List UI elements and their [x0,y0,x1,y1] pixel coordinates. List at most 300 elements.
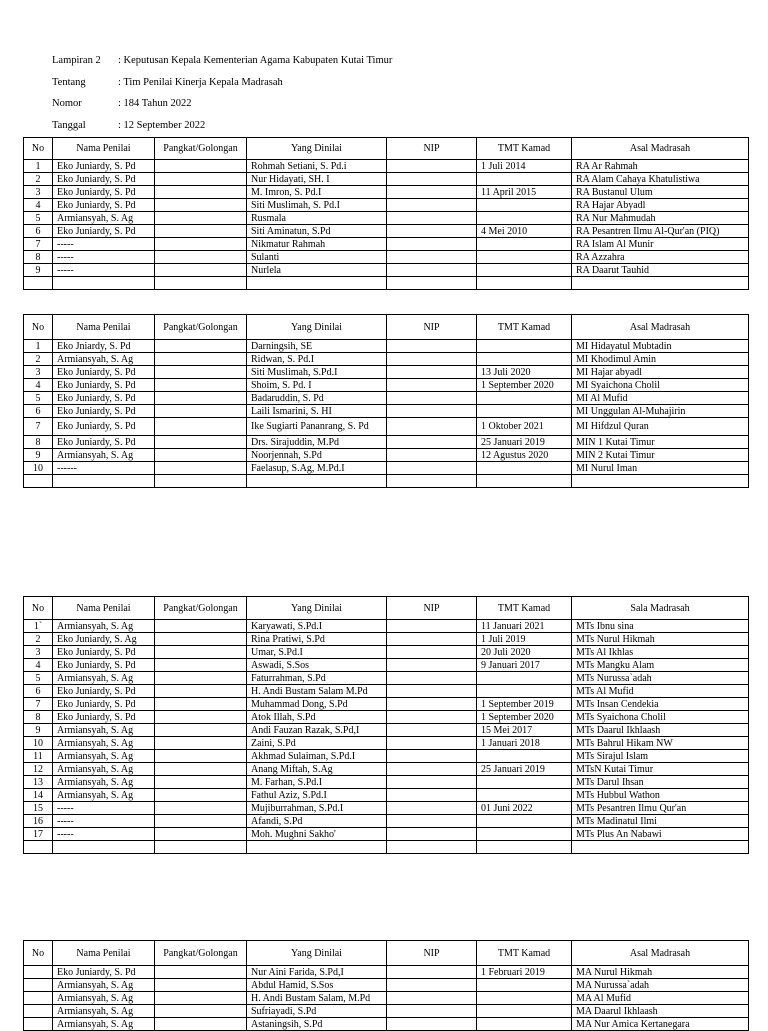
column-header-pangkat-golongan: Pangkat/Golongan [155,138,247,160]
cell-nip [387,212,477,225]
cell-tmt-kamad: 1 Oktober 2021 [477,418,572,436]
cell-yang-dinilai: Shoim, S. Pd. I [247,379,387,392]
cell-nip [387,979,477,992]
cell-nip [387,379,477,392]
cell-nama-penilai: Eko Juniardy, S. Pd [53,659,155,672]
cell-nama-penilai: Eko Juniardy, S. Pd [53,173,155,186]
cell-tmt-kamad [477,199,572,212]
cell-pangkat-golongan [155,1005,247,1018]
cell-asal-madrasah [572,475,749,488]
header-row-tanggal [52,115,392,137]
cell-nip [387,160,477,173]
cell-pangkat-golongan [155,212,247,225]
table-row [24,776,749,789]
cell-nip [387,776,477,789]
cell-no: 1 [24,160,53,173]
cell-nip [387,392,477,405]
cell-yang-dinilai: Nur Hidayati, SH. I [247,173,387,186]
cell-nip [387,659,477,672]
cell-asal-madrasah: MTs Darul Ihsan [572,776,749,789]
cell-no: 5 [24,212,53,225]
cell-nama-penilai: Eko Juniardy, S. Ag [53,633,155,646]
cell-pangkat-golongan [155,672,247,685]
cell-tmt-kamad [477,776,572,789]
cell-pangkat-golongan [155,659,247,672]
cell-pangkat-golongan [155,392,247,405]
cell-pangkat-golongan [155,737,247,750]
cell-no: 4 [24,199,53,212]
cell-tmt-kamad: 4 Mei 2010 [477,225,572,238]
cell-tmt-kamad [477,264,572,277]
cell-pangkat-golongan [155,966,247,979]
column-header-tmt-kamad: TMT Kamad [477,941,572,966]
cell-tmt-kamad: 01 Juni 2022 [477,802,572,815]
cell-yang-dinilai: H. Andi Bustam Salam, M.Pd [247,992,387,1005]
cell-yang-dinilai: Ridwan, S. Pd.I [247,353,387,366]
table-row [24,405,749,418]
cell-nama-penilai: ------ [53,462,155,475]
cell-nama-penilai: Eko Juniardy, S. Pd [53,698,155,711]
table-header-row [24,941,749,966]
cell-yang-dinilai: Noorjennah, S.Pd [247,449,387,462]
cell-nip [387,763,477,776]
header-value: : Tim Penilai Kinerja Kepala Madrasah [118,76,283,88]
column-header-asal-madrasah: Sala Madrasah [572,597,749,620]
column-header-nip: NIP [387,138,477,160]
cell-nama-penilai: Armiansyah, S. Ag [53,789,155,802]
cell-tmt-kamad: 1 Januari 2018 [477,737,572,750]
cell-yang-dinilai: Afandi, S.Pd [247,815,387,828]
table-row [24,724,749,737]
cell-no: 2 [24,353,53,366]
cell-tmt-kamad: 13 Juli 2020 [477,366,572,379]
cell-pangkat-golongan [155,186,247,199]
table-row [24,173,749,186]
cell-pangkat-golongan [155,436,247,449]
table-row [24,418,749,436]
cell-yang-dinilai: M. Imron, S. Pd.I [247,186,387,199]
cell-yang-dinilai: M. Farhan, S.Pd.I [247,776,387,789]
cell-nip [387,646,477,659]
cell-nama-penilai: Armiansyah, S. Ag [53,724,155,737]
column-header-yang-dinilai: Yang Dinilai [247,138,387,160]
cell-no: 7 [24,418,53,436]
cell-nip [387,449,477,462]
cell-nama-penilai: Eko Juniardy, S. Pd [53,418,155,436]
cell-no: 5 [24,672,53,685]
cell-asal-madrasah: RA Bustanul Ulum [572,186,749,199]
cell-tmt-kamad [477,251,572,264]
column-header-nip: NIP [387,315,477,340]
cell-pangkat-golongan [155,828,247,841]
table-row [24,633,749,646]
cell-nama-penilai: Eko Juniardy, S. Pd [53,199,155,212]
cell-no: 8 [24,251,53,264]
cell-asal-madrasah: MTs Nurussa`adah [572,672,749,685]
cell-nip [387,992,477,1005]
cell-yang-dinilai: Siti Muslimah, S.Pd.I [247,366,387,379]
cell-yang-dinilai: Abdul Hamid, S.Sos [247,979,387,992]
table-row [24,436,749,449]
cell-yang-dinilai: Ike Sugiarti Pananrang, S. Pd [247,418,387,436]
cell-asal-madrasah: MTs Al Mufid [572,685,749,698]
cell-pangkat-golongan [155,620,247,633]
cell-pangkat-golongan [155,340,247,353]
cell-no: 5 [24,392,53,405]
cell-no: 3 [24,646,53,659]
cell-no: 15 [24,802,53,815]
cell-nama-penilai: ----- [53,264,155,277]
table-row [24,979,749,992]
cell-nama-penilai: Eko Juniardy, S. Pd [53,225,155,238]
cell-tmt-kamad: 11 April 2015 [477,186,572,199]
cell-asal-madrasah: RA Pesantren Ilmu Al-Qur'an (PIQ) [572,225,749,238]
column-header-asal-madrasah: Asal Madrasah [572,138,749,160]
column-header-no: No [24,597,53,620]
column-header-nama-penilai: Nama Penilai [53,138,155,160]
cell-tmt-kamad [477,992,572,1005]
cell-tmt-kamad: 12 Agustus 2020 [477,449,572,462]
cell-nama-penilai [53,841,155,854]
table-row [24,672,749,685]
cell-tmt-kamad: 1 Februari 2019 [477,966,572,979]
cell-asal-madrasah: MTs Pesantren Ilmu Qur'an [572,802,749,815]
cell-pangkat-golongan [155,379,247,392]
cell-no: 11 [24,750,53,763]
cell-asal-madrasah: MTs Hubbul Wathon [572,789,749,802]
cell-tmt-kamad [477,277,572,290]
table-row [24,160,749,173]
cell-yang-dinilai: Siti Aminatun, S.Pd [247,225,387,238]
column-header-pangkat-golongan: Pangkat/Golongan [155,315,247,340]
cell-tmt-kamad [477,828,572,841]
cell-tmt-kamad: 20 Juli 2020 [477,646,572,659]
cell-tmt-kamad: 25 Januari 2019 [477,763,572,776]
cell-yang-dinilai: Muhammad Dong, S.Pd [247,698,387,711]
header-label: Tentang [52,76,86,88]
cell-nama-penilai: Eko Juniardy, S. Pd [53,392,155,405]
cell-pangkat-golongan [155,776,247,789]
cell-no: 13 [24,776,53,789]
column-header-tmt-kamad: TMT Kamad [477,597,572,620]
cell-yang-dinilai: Darningsih, SE [247,340,387,353]
cell-nip [387,802,477,815]
cell-asal-madrasah: MIN 1 Kutai Timur [572,436,749,449]
cell-nama-penilai [53,277,155,290]
table-row [24,992,749,1005]
cell-tmt-kamad [477,353,572,366]
cell-nama-penilai: ----- [53,815,155,828]
cell-no: 2 [24,633,53,646]
cell-yang-dinilai: Anang Miftah, S.Ag [247,763,387,776]
cell-yang-dinilai: Nur Aini Farida, S.Pd,I [247,966,387,979]
cell-tmt-kamad [477,1018,572,1031]
cell-asal-madrasah: RA Hajar Abyadl [572,199,749,212]
cell-no [24,475,53,488]
table-ma [23,940,749,1031]
table-ra [23,137,749,290]
column-header-yang-dinilai: Yang Dinilai [247,315,387,340]
cell-no: 6 [24,225,53,238]
cell-tmt-kamad [477,750,572,763]
header-value: : Keputusan Kepala Kementerian Agama Kabupaten Kutai Timur [118,55,393,66]
cell-nama-penilai: Armiansyah, S. Ag [53,212,155,225]
column-header-tmt-kamad: TMT Kamad [477,138,572,160]
table-row [24,763,749,776]
cell-nama-penilai: Eko Juniardy, S. Pd [53,966,155,979]
cell-asal-madrasah: MIN 2 Kutai Timur [572,449,749,462]
cell-nip [387,685,477,698]
cell-nip [387,737,477,750]
cell-tmt-kamad [477,212,572,225]
cell-nip [387,264,477,277]
cell-no: 6 [24,685,53,698]
table-row [24,750,749,763]
cell-nip [387,186,477,199]
cell-tmt-kamad: 1 Juli 2019 [477,633,572,646]
cell-asal-madrasah: MTs Plus An Nabawi [572,828,749,841]
table-header-row [24,597,749,620]
cell-asal-madrasah: MA Nur Amica Kertanegara [572,1018,749,1031]
cell-nip [387,1005,477,1018]
cell-nama-penilai: Eko Juniardy, S. Pd [53,186,155,199]
cell-pangkat-golongan [155,698,247,711]
cell-nip [387,199,477,212]
table-row [24,841,749,854]
cell-nip [387,405,477,418]
cell-nama-penilai: Eko Jniardy, S. Pd [53,340,155,353]
cell-tmt-kamad: 1 Juli 2014 [477,160,572,173]
table-row [24,238,749,251]
cell-nama-penilai: Eko Juniardy, S. Pd [53,379,155,392]
cell-nip [387,672,477,685]
column-header-no: No [24,941,53,966]
cell-nama-penilai: ----- [53,251,155,264]
cell-nip [387,238,477,251]
cell-tmt-kamad: 9 Januari 2017 [477,659,572,672]
table-row [24,620,749,633]
table-row [24,815,749,828]
cell-yang-dinilai: Karyawati, S.Pd.I [247,620,387,633]
cell-asal-madrasah: MTs Insan Cendekia [572,698,749,711]
cell-pangkat-golongan [155,1018,247,1031]
cell-pangkat-golongan [155,685,247,698]
cell-nama-penilai: Eko Juniardy, S. Pd [53,685,155,698]
cell-yang-dinilai: Rusmala [247,212,387,225]
cell-pangkat-golongan [155,418,247,436]
cell-nip [387,711,477,724]
cell-yang-dinilai: Aswadi, S.Sos [247,659,387,672]
cell-nama-penilai: Armiansyah, S. Ag [53,1018,155,1031]
cell-no [24,277,53,290]
cell-no: 10 [24,737,53,750]
table-row [24,462,749,475]
cell-no: 7 [24,238,53,251]
header-row-lampiran [52,50,392,72]
cell-no: 16 [24,815,53,828]
cell-no [24,966,53,979]
cell-yang-dinilai: Atok Illah, S.Pd [247,711,387,724]
cell-pangkat-golongan [155,475,247,488]
table-row [24,277,749,290]
cell-nip [387,815,477,828]
column-header-nama-penilai: Nama Penilai [53,597,155,620]
cell-nama-penilai [53,475,155,488]
cell-no [24,841,53,854]
cell-pangkat-golongan [155,238,247,251]
table-row [24,966,749,979]
cell-no: 1 [24,340,53,353]
header-label: Nomor [52,98,82,109]
cell-asal-madrasah: MTsN Kutai Timur [572,763,749,776]
cell-pangkat-golongan [155,199,247,212]
cell-no: 8 [24,436,53,449]
cell-asal-madrasah: MI Nurul Iman [572,462,749,475]
table-row [24,251,749,264]
column-header-no: No [24,138,53,160]
cell-nama-penilai: Armiansyah, S. Ag [53,449,155,462]
cell-asal-madrasah: MTs Bahrul Hikam NW [572,737,749,750]
cell-yang-dinilai: Fathul Aziz, S.Pd.I [247,789,387,802]
column-header-pangkat-golongan: Pangkat/Golongan [155,597,247,620]
cell-asal-madrasah: MI Hajar abyadl [572,366,749,379]
cell-no: 12 [24,763,53,776]
cell-asal-madrasah: MTs Sirajul Islam [572,750,749,763]
cell-nip [387,828,477,841]
cell-nip [387,436,477,449]
table-row [24,379,749,392]
cell-nip [387,475,477,488]
cell-nip [387,698,477,711]
cell-tmt-kamad [477,238,572,251]
cell-nama-penilai: Armiansyah, S. Ag [53,763,155,776]
cell-nama-penilai: Eko Juniardy, S. Pd [53,436,155,449]
cell-yang-dinilai: Moh. Mughni Sakho' [247,828,387,841]
cell-nama-penilai: Eko Juniardy, S. Pd [53,711,155,724]
cell-yang-dinilai: Badaruddin, S. Pd [247,392,387,405]
cell-asal-madrasah: MA Nurussa`adah [572,979,749,992]
cell-asal-madrasah: MI Hidayatul Mubtadin [572,340,749,353]
cell-nama-penilai: Eko Juniardy, S. Pd [53,405,155,418]
cell-pangkat-golongan [155,724,247,737]
cell-pangkat-golongan [155,449,247,462]
table-row [24,340,749,353]
cell-pangkat-golongan [155,160,247,173]
cell-tmt-kamad [477,672,572,685]
table-row [24,789,749,802]
table-row [24,802,749,815]
table-row [24,186,749,199]
cell-tmt-kamad: 1 September 2019 [477,698,572,711]
cell-pangkat-golongan [155,353,247,366]
cell-nip [387,750,477,763]
table-row [24,1005,749,1018]
cell-tmt-kamad [477,173,572,186]
cell-nama-penilai: Armiansyah, S. Ag [53,979,155,992]
cell-no: 9 [24,264,53,277]
cell-no: 9 [24,724,53,737]
cell-nama-penilai: Armiansyah, S. Ag [53,776,155,789]
table-row [24,366,749,379]
cell-tmt-kamad [477,405,572,418]
table-mts [23,596,749,854]
cell-pangkat-golongan [155,802,247,815]
cell-asal-madrasah: MA Daarul Ikhlaash [572,1005,749,1018]
cell-yang-dinilai: Sufriayadi, S.Pd [247,1005,387,1018]
cell-pangkat-golongan [155,789,247,802]
column-header-nip: NIP [387,941,477,966]
cell-yang-dinilai [247,841,387,854]
cell-nama-penilai: Armiansyah, S. Ag [53,750,155,763]
cell-tmt-kamad: 25 Januari 2019 [477,436,572,449]
column-header-nip: NIP [387,597,477,620]
cell-pangkat-golongan [155,251,247,264]
header-row-nomor [52,93,392,115]
cell-tmt-kamad [477,340,572,353]
table-row [24,353,749,366]
cell-asal-madrasah: RA Alam Cahaya Khatulistiwa [572,173,749,186]
table-header-row [24,315,749,340]
cell-nip [387,353,477,366]
cell-nip [387,340,477,353]
cell-pangkat-golongan [155,405,247,418]
cell-no [24,1018,53,1031]
cell-no: 14 [24,789,53,802]
cell-asal-madrasah: MA Nurul Hikmah [572,966,749,979]
cell-asal-madrasah: MA Al Mufid [572,992,749,1005]
cell-tmt-kamad: 15 Mei 2017 [477,724,572,737]
cell-yang-dinilai: Siti Muslimah, S. Pd.I [247,199,387,212]
cell-nip [387,251,477,264]
cell-nama-penilai: Armiansyah, S. Ag [53,672,155,685]
cell-yang-dinilai: Faturrahman, S.Pd [247,672,387,685]
cell-pangkat-golongan [155,633,247,646]
cell-no: 2 [24,173,53,186]
cell-nama-penilai: Eko Juniardy, S. Pd [53,160,155,173]
table-row [24,199,749,212]
cell-yang-dinilai: Rina Pratiwi, S.Pd [247,633,387,646]
cell-no [24,992,53,1005]
cell-nip [387,724,477,737]
cell-tmt-kamad: 1 September 2020 [477,379,572,392]
header-row-tentang [52,72,392,94]
cell-asal-madrasah: RA Nur Mahmudah [572,212,749,225]
cell-nip [387,620,477,633]
cell-yang-dinilai [247,277,387,290]
cell-tmt-kamad: 11 Januari 2021 [477,620,572,633]
cell-pangkat-golongan [155,462,247,475]
cell-nama-penilai: Armiansyah, S. Ag [53,737,155,750]
column-header-tmt-kamad: TMT Kamad [477,315,572,340]
cell-pangkat-golongan [155,815,247,828]
cell-no: 1` [24,620,53,633]
cell-yang-dinilai: Drs. Sirajuddin, M.Pd [247,436,387,449]
cell-yang-dinilai: Umar, S.Pd.I [247,646,387,659]
cell-asal-madrasah: MTs Al Ikhlas [572,646,749,659]
cell-asal-madrasah [572,277,749,290]
cell-nama-penilai: Armiansyah, S. Ag [53,1005,155,1018]
cell-asal-madrasah: MI Khodimul Amin [572,353,749,366]
cell-asal-madrasah: RA Islam Al Munir [572,238,749,251]
cell-asal-madrasah: MI Hifdzul Quran [572,418,749,436]
table-mi [23,314,749,488]
cell-pangkat-golongan [155,366,247,379]
cell-nip [387,366,477,379]
cell-pangkat-golongan [155,841,247,854]
cell-nip [387,173,477,186]
table-row [24,475,749,488]
cell-nama-penilai: Armiansyah, S. Ag [53,992,155,1005]
